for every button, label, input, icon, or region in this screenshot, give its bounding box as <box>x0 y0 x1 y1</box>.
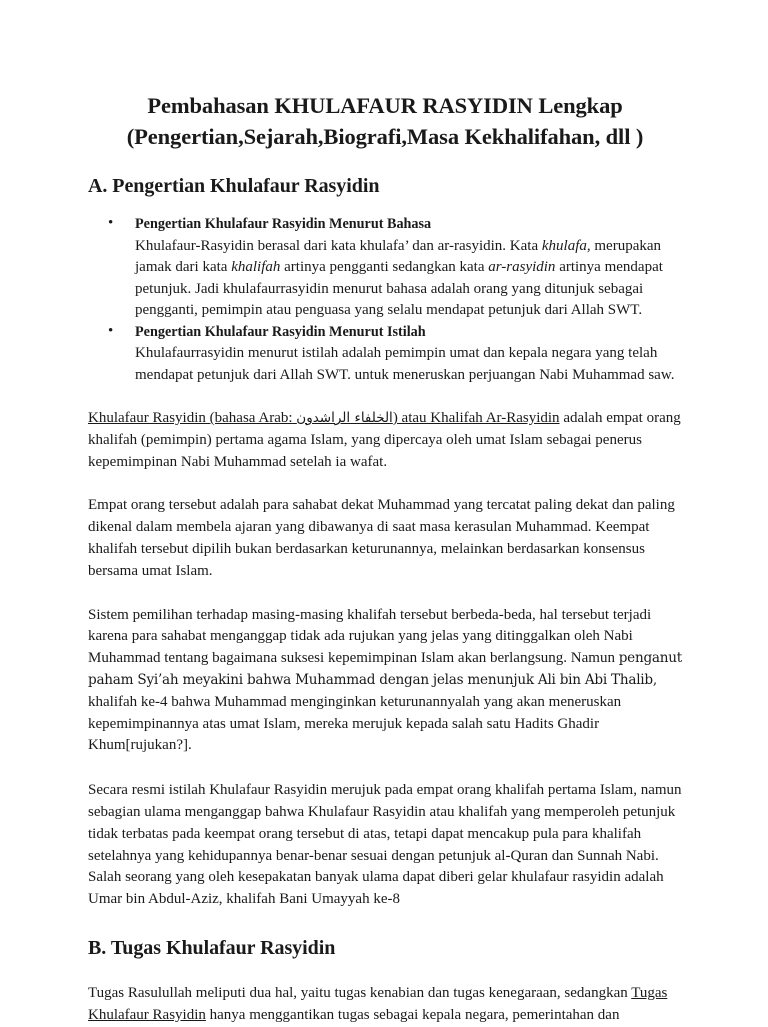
paragraph-selection-system <box>88 583 682 758</box>
body-text: Secara resmi istilah Khulafaur Rasyidin merujuk pada empat orang khalifah pertama Islam, namun sebagian ulama menganggap bahwa Khulafaur Rasyidin atau khalifah yang memperoleh petunjuk tidak terbatas pada keempat orang tersebut di atas, tetapi dapat mencakup pula para khalifah setelahnya yang kehidupannya benar-benar sesuai dengan petunjuk al-Quran dan Sunnah Nabi. Salah seorang yang oleh kesepakatan banyak ulama dapat diberi gelar khulafaur rasyidin adalah Umar bin Abdul-Aziz, khalifah Bani Umayyah ke-8 <box>88 782 682 908</box>
body-text: Khulafaurrasyidin menurut istilah adalah pemimpin umat dan kepala negara yang telah mendapat petunjuk dari Allah SWT. untuk meneruskan perjuangan Nabi Muhammad saw. <box>135 345 675 383</box>
bullet-icon: • <box>108 322 114 339</box>
pengertian-bullet-list <box>88 199 682 386</box>
list-item-title: Pengertian Khulafaur Rasyidin Menurut Istilah <box>135 323 426 340</box>
paragraph-definition <box>88 386 682 473</box>
list-item-body <box>135 236 682 322</box>
bullet-icon: • <box>108 215 114 231</box>
underlined-text: Khulafaur Rasyidin (bahasa Arab: <box>88 410 297 426</box>
body-text: Khulafaur-Rasyidin berasal dari kata khulafa’ dan ar-rasyidin. Kata <box>135 237 542 254</box>
emphasis-text: khalifah <box>231 259 281 275</box>
paragraph-four-companions <box>88 473 682 582</box>
body-text: Tugas Rasulullah meliputi dua hal, yaitu tugas kenabian dan tugas kenegaraan, sedangkan <box>88 984 632 1001</box>
body-text: khalifah ke-4 bahwa Muhammad menginginkan keturunannyalah yang akan meneruskan kepemimpinannya atas umat Islam, mereka merujuk kepada salah satu Hadits Ghadir Khum[rujukan?]. <box>88 693 622 754</box>
section-heading-a: A. Pengertian Khulafaur Rasyidin <box>88 175 380 197</box>
body-text: artinya mendapat petunjuk. Jadi khulafaurrasyidin menurut bahasa adalah orang yang ditunjuk sebagai pengganti, pemimpin atau penguasa yang selalu mendapat petunjuk dari Allah SWT. <box>135 259 663 318</box>
alt-face-text: penganut paham Syi’ah meyakini bahwa Muhammad dengan jelas menunjuk Ali bin Abi Thalib, <box>88 650 682 688</box>
underlined-text: ) atau Khalifah Ar-Rasyidin <box>392 410 560 426</box>
arabic-text: الخلفاء الراشدون <box>296 410 393 426</box>
underlined-text: Tugas Khulafaur Rasyidin <box>88 984 668 1023</box>
list-item-body <box>135 343 682 386</box>
list-item-title: Pengertian Khulafaur Rasyidin Menurut Bahasa <box>135 216 432 232</box>
list-item <box>88 322 682 387</box>
emphasis-text: ar-rasyidin <box>488 259 556 275</box>
paragraph-formal-term <box>88 757 682 911</box>
body-text: adalah empat orang khalifah (pemimpin) pertama agama Islam, yang dipercaya oleh umat Islam sebagai penerus kepemimpinan Nabi Muhammad setelah ia wafat. <box>88 410 681 470</box>
document-content <box>88 0 682 1027</box>
body-text: merupakan jamak dari kata <box>135 237 662 275</box>
body-text: artinya pengganti sedangkan kata <box>280 259 489 275</box>
body-text: hanya menggantikan tugas sebagai kepala negara, pemerintahan dan <box>205 1006 620 1023</box>
paragraph-duties <box>88 961 682 1027</box>
page-title <box>88 0 682 152</box>
body-text: Sistem pemilihan terhadap masing-masing khalifah tersebut berbeda-beda, hal tersebut terjadi karena para sahabat menganggap tidak ada rujukan yang jelas yang ditinggalkan oleh Nabi Muhammad tentang bagaimana suksesi kepemimpinan Islam akan berlangsung. Namun <box>88 606 652 667</box>
section-heading-b: B. Tugas Khulafaur Rasyidin <box>88 936 336 959</box>
body-text: Empat orang tersebut adalah para sahabat dekat Muhammad yang tercatat paling dekat dan paling dikenal dalam membela ajaran yang dibawanya di saat masa kerasulan Muhammad. Keempat khalifah tersebut dipilih bukan berdasarkan keturunannya, melainkan berdasarkan konsensus bersama umat Islam. <box>88 497 675 579</box>
page-title-line-1: Pembahasan KHULAFAUR RASYIDIN Lengkap <box>147 93 623 118</box>
list-item <box>88 214 682 322</box>
page-title-line-2: (Pengertian,Sejarah,Biografi,Masa Kekhalifahan, dll ) <box>126 124 644 149</box>
emphasis-text: khulafa, <box>541 237 591 254</box>
